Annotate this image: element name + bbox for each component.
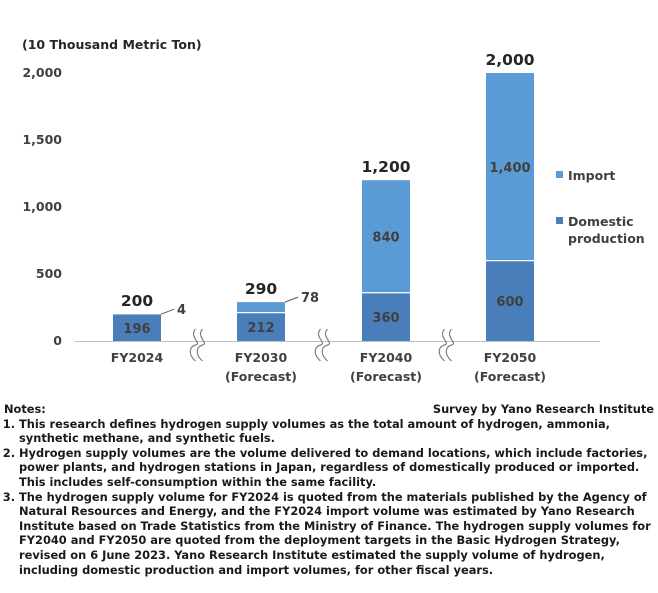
x-tick-label: (Forecast): [350, 369, 422, 384]
import-value-label: 4: [177, 303, 187, 319]
legend-label: Domestic: [568, 214, 634, 229]
import-label-leader: [285, 297, 298, 302]
x-tick-label: FY2024: [110, 350, 164, 365]
note-item: 1. This research defines hydrogen supply volumes as the total amount of hydrogen, ammonia, synthetic methane, and synthetic fuels.: [19, 417, 654, 446]
legend-swatch: [556, 171, 563, 178]
y-tick-label: 0: [53, 333, 62, 348]
source-credit: Survey by Yano Research Institute: [432, 402, 654, 416]
x-tick-label: (Forecast): [474, 369, 546, 384]
legend-label: production: [568, 231, 645, 246]
axis-break-mark: [439, 329, 453, 361]
note-item: 2. Hydrogen supply volumes are the volume delivered to demand locations, which include factories, power plants, and hydrogen stations in Japan, regardless of domestically produced or imported. This includes self-consumption within the same facility.: [19, 446, 654, 490]
notes-heading: Notes:: [4, 402, 46, 416]
y-tick-label: 2,000: [22, 65, 62, 80]
y-tick-label: 500: [35, 266, 62, 281]
y-axis: [22, 65, 62, 348]
total-value-label: 2,000: [485, 51, 535, 69]
x-tick-label: FY2050: [483, 350, 537, 365]
legend-swatch: [556, 217, 563, 224]
x-tick-label: FY2030: [234, 350, 288, 365]
notes-section: [4, 402, 654, 577]
total-value-label: 200: [120, 292, 154, 311]
x-tick-label: FY2040: [359, 350, 413, 365]
axis-break-mark: [190, 329, 204, 361]
bar-import: [237, 302, 285, 312]
domestic-value-label: 600: [496, 294, 524, 310]
axis-break-mark: [315, 329, 329, 361]
legend: [556, 168, 645, 246]
note-item: 3. The hydrogen supply volume for FY2024 is quoted from the materials published by the Agency of Natural Resources and Energy, and the FY2024 import volume was estimated by Yano Research Institute based on Trade Statistics from the Ministry of Finance. The hydrogen supply volumes for FY2040 and FY2050 are quoted from the deployment targets in the Basic Hydrogen Strategy, revised on 6 June 2023. Yano Research Institute estimated the supply volume of hydrogen, including domestic production and import volumes, for other fiscal years.: [19, 490, 654, 578]
domestic-value-label: 212: [247, 320, 275, 336]
import-value-label: 840: [372, 230, 400, 246]
y-tick-label: 1,000: [22, 199, 62, 214]
y-tick-label: 1,500: [22, 132, 62, 147]
x-tick-label: (Forecast): [225, 369, 297, 384]
total-value-label: 290: [244, 280, 278, 299]
total-value-label: 1,200: [361, 158, 411, 177]
import-label-leader: [161, 309, 174, 314]
import-value-label: 1,400: [489, 160, 531, 176]
domestic-value-label: 360: [372, 310, 400, 326]
bar-import: [113, 314, 161, 315]
unit-label: (10 Thousand Metric Ton): [22, 37, 202, 52]
domestic-value-label: 196: [123, 321, 151, 337]
legend-label: Import: [568, 168, 616, 183]
import-value-label: 78: [301, 291, 320, 307]
bar-series: [113, 51, 535, 341]
